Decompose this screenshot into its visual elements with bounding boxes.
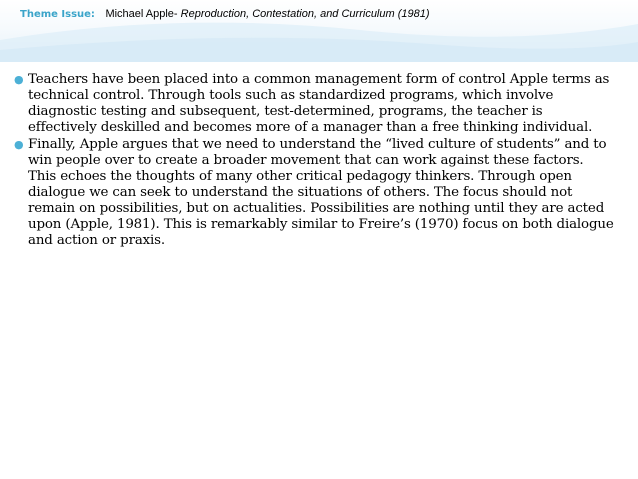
slide-body bbox=[14, 72, 614, 250]
theme-issue-label: Theme Issue: bbox=[20, 9, 95, 20]
circle-bullet-icon: ● bbox=[14, 73, 24, 86]
bullet-item bbox=[14, 137, 614, 249]
author-name: Michael Apple- bbox=[105, 8, 181, 20]
circle-bullet-icon: ● bbox=[14, 138, 24, 151]
bullet-text: Finally, Apple argues that we need to understand the “lived culture of students” and to win people over to create a broader movement that can work against these factors. This echoes the thoughts of many other critical pedagogy thinkers. Through open dialogue we can seek to understand the situations of others. The focus should not remain on possibilities, but on actualities. Possibilities are nothing until they are acted upon (Apple, 1981). This is remarkably similar to Freire’s (1970) focus on both dialogue and action or praxis. bbox=[28, 137, 614, 248]
bullet-item bbox=[14, 72, 614, 136]
slide-header bbox=[20, 7, 430, 22]
theme-issue-title bbox=[105, 8, 429, 20]
work-title: Reproduction, Contestation, and Curriculum (1981) bbox=[180, 8, 430, 20]
bullet-text: Teachers have been placed into a common management form of control Apple terms as technical control. Through tools such as standardized programs, which involve diagnostic testing and subsequent, test-determined, programs, the teacher is effectively deskilled and becomes more of a manager than a free thinking individual. bbox=[28, 72, 610, 135]
header-band bbox=[0, 0, 638, 62]
